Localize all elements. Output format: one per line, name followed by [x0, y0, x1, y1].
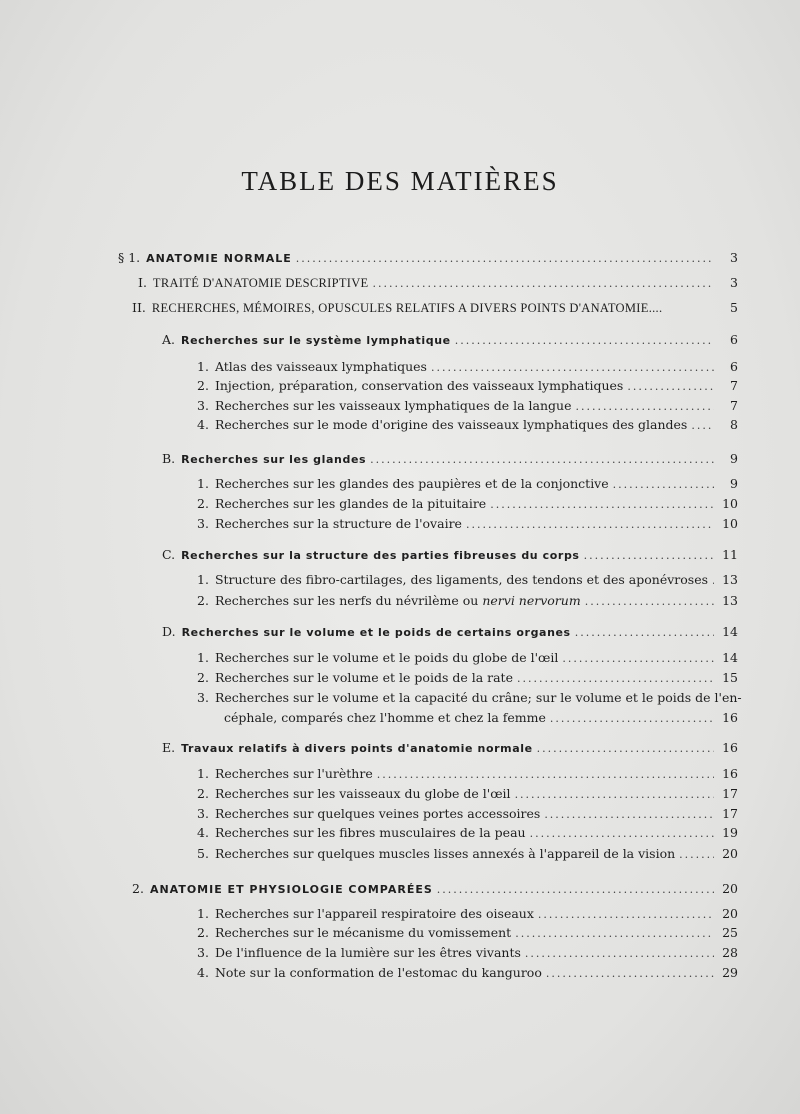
dot-leader — [576, 399, 715, 415]
entry-page: 7 — [730, 378, 738, 393]
dot-leader — [544, 807, 714, 823]
dot-leader — [550, 711, 714, 727]
entry-page: 9 — [730, 451, 738, 466]
toc-entry-continuation[interactable] — [224, 710, 738, 727]
entry-page: 6 — [730, 332, 738, 347]
entry-page: 3 — [730, 275, 738, 290]
toc-entry[interactable] — [138, 275, 738, 292]
dot-leader — [525, 946, 714, 962]
entry-title: Recherches sur les glandes — [181, 453, 367, 466]
entry-page: 25 — [722, 925, 738, 940]
entry-title: Injection, préparation, conservation des vaisseaux lymphatiques — [214, 378, 624, 393]
toc-entry[interactable] — [162, 332, 738, 349]
entry-title: Recherches sur la structure de l'ovaire — [214, 516, 462, 531]
entry-number: A. — [162, 332, 176, 347]
entry-number: 4. — [197, 825, 209, 840]
entry-page: 14 — [722, 650, 738, 665]
entry-page: 17 — [722, 786, 738, 801]
entry-page: 13 — [722, 593, 738, 608]
entry-title: Recherches sur le volume et le poids de la rate — [214, 670, 513, 685]
toc-entry[interactable] — [197, 925, 738, 942]
dot-leader — [537, 741, 714, 757]
dot-leader — [517, 671, 714, 687]
entry-title: De l'influence de la lumière sur les êtres vivants — [214, 945, 521, 960]
entry-title: TRAITÉ D'ANATOMIE DESCRIPTIVE — [152, 276, 369, 290]
entry-page: 16 — [722, 766, 738, 781]
page-title: TABLE DES MATIÈRES — [241, 166, 559, 196]
entry-page: 19 — [722, 825, 738, 840]
entry-title: Recherches sur les glandes des paupières et de la conjonctive — [214, 476, 609, 491]
dot-leader — [627, 379, 714, 395]
toc-entry[interactable] — [197, 846, 738, 863]
toc-entry[interactable] — [197, 572, 738, 589]
entry-page: 3 — [730, 250, 738, 265]
dot-leader — [466, 517, 714, 533]
entry-title: Recherches sur l'appareil respiratoire des oiseaux — [214, 906, 534, 921]
dot-leader — [490, 497, 714, 513]
entry-title: Recherches sur le volume et la capacité du crâne; sur le volume et le poids de l'en- — [214, 690, 742, 705]
toc-entry[interactable] — [197, 398, 738, 415]
entry-number: 1. — [197, 766, 209, 781]
entry-number: 2. — [132, 881, 144, 896]
toc-entry[interactable] — [197, 670, 738, 687]
toc-entry[interactable] — [197, 965, 738, 982]
entry-page: 14 — [722, 624, 738, 639]
entry-page: 20 — [722, 846, 738, 861]
entry-title: ANATOMIE ET PHYSIOLOGIE COMPARÉES — [149, 883, 433, 896]
toc-entry[interactable] — [197, 945, 738, 962]
entry-title: Recherches sur le mécanisme du vomissement — [214, 925, 512, 940]
dot-leader — [373, 276, 715, 292]
dot-leader — [691, 418, 714, 434]
toc-entry[interactable] — [197, 690, 742, 706]
toc-entry[interactable] — [197, 476, 738, 493]
entry-title-italic: nervi nervorum — [482, 593, 581, 608]
entry-number: 3. — [197, 690, 209, 705]
entry-title: Recherches sur les vaisseaux lymphatiques de la langue — [214, 398, 572, 413]
toc-entry[interactable] — [197, 650, 738, 667]
entry-page: 9 — [730, 476, 738, 491]
entry-page: 10 — [722, 496, 738, 511]
entry-title: Recherches sur les nerfs du névrilème ou — [214, 593, 479, 608]
entry-title: Recherches sur le volume et le poids de certains organes — [181, 626, 571, 639]
entry-number: 5. — [197, 846, 209, 861]
entry-title: Recherches sur le volume et le poids du globe de l'œil — [214, 650, 559, 665]
toc-entry[interactable] — [197, 496, 738, 513]
entry-title: Note sur la conformation de l'estomac du kanguroo — [214, 965, 542, 980]
entry-page: 13 — [722, 572, 738, 587]
dot-leader — [575, 625, 714, 641]
entry-number: 4. — [197, 417, 209, 432]
toc-entry[interactable] — [162, 624, 738, 641]
toc-entry[interactable] — [197, 825, 738, 842]
entry-page: 6 — [730, 359, 738, 374]
entry-title: Travaux relatifs à divers points d'anatomie normale — [181, 742, 533, 755]
entry-number: 3. — [197, 806, 209, 821]
toc-entry[interactable] — [197, 417, 738, 434]
entry-number: 1. — [197, 906, 209, 921]
entry-number: 2. — [197, 378, 209, 393]
dot-leader — [584, 548, 714, 564]
entry-number: I. — [138, 275, 147, 290]
entry-title: RECHERCHES, MÉMOIRES, OPUSCULES RELATIFS A DIVERS POINTS D'ANATOMIE.... — [151, 301, 663, 315]
entry-number: II. — [132, 300, 146, 315]
entry-number: E. — [162, 740, 176, 755]
dot-leader — [515, 926, 714, 942]
entry-page: 16 — [722, 740, 738, 755]
toc-entry[interactable] — [162, 451, 738, 468]
dot-leader — [562, 651, 714, 667]
entry-number: C. — [162, 547, 176, 562]
toc-entry[interactable] — [197, 766, 738, 783]
toc-entry[interactable] — [197, 593, 738, 610]
entry-page: 29 — [722, 965, 738, 980]
dot-leader — [679, 847, 714, 863]
entry-number: 3. — [197, 398, 209, 413]
entry-page: 15 — [722, 670, 738, 685]
entry-page: 11 — [722, 547, 738, 562]
entry-title: Structure des fibro-cartilages, des ligaments, des tendons et des aponévroses — [214, 572, 709, 587]
toc-entry[interactable] — [132, 881, 738, 898]
entry-page: 7 — [730, 398, 738, 413]
dot-leader — [515, 787, 714, 803]
entry-number: 2. — [197, 496, 209, 511]
toc-entry[interactable] — [197, 378, 738, 395]
dot-leader — [431, 360, 714, 376]
entry-title: Recherches sur les fibres musculaires de la peau — [214, 825, 526, 840]
entry-number: 1. — [197, 572, 209, 587]
entry-title: Recherches sur quelques veines portes accessoires — [214, 806, 541, 821]
entry-page: 16 — [722, 710, 738, 725]
entry-title-continuation: céphale, comparés chez l'homme et chez la femme — [224, 710, 546, 725]
entry-title: Recherches sur le mode d'origine des vaisseaux lymphatiques des glandes — [214, 417, 688, 432]
toc-entry[interactable] — [162, 740, 738, 757]
entry-page: 20 — [722, 906, 738, 921]
dot-leader — [530, 826, 714, 842]
toc-entry[interactable] — [197, 786, 738, 803]
entry-number: 3. — [197, 945, 209, 960]
toc-entry[interactable] — [132, 300, 738, 317]
dot-leader — [377, 767, 714, 783]
entry-page: 28 — [722, 945, 738, 960]
entry-title: Recherches sur l'urèthre — [214, 766, 373, 781]
entry-title: Recherches sur la structure des parties fibreuses du corps — [181, 549, 580, 562]
entry-title: Recherches sur les glandes de la pituitaire — [214, 496, 487, 511]
entry-number: 2. — [197, 786, 209, 801]
entry-number: 1. — [197, 650, 209, 665]
entry-number: D. — [162, 624, 176, 639]
dot-leader — [455, 333, 714, 349]
toc-entry[interactable] — [162, 547, 738, 564]
toc-entry[interactable] — [197, 806, 738, 823]
entry-page: 17 — [722, 806, 738, 821]
entry-number: 1. — [197, 476, 209, 491]
entry-number: § 1. — [118, 250, 141, 265]
toc-entry[interactable] — [197, 906, 738, 923]
entry-title: Recherches sur les vaisseaux du globe de l'œil — [214, 786, 511, 801]
dot-leader — [370, 452, 714, 468]
entry-page: 8 — [730, 417, 738, 432]
dot-leader — [296, 251, 714, 267]
entry-number: 2. — [197, 593, 209, 608]
dot-leader — [546, 966, 714, 982]
entry-number: 4. — [197, 965, 209, 980]
entry-number: 2. — [197, 925, 209, 940]
entry-title: Atlas des vaisseaux lymphatiques — [214, 359, 427, 374]
entry-title: ANATOMIE NORMALE — [146, 252, 292, 265]
entry-page: 10 — [722, 516, 738, 531]
entry-page: 20 — [722, 881, 738, 896]
dot-leader — [712, 573, 714, 589]
entry-number: B. — [162, 451, 176, 466]
entry-title: Recherches sur le système lymphatique — [181, 334, 451, 347]
toc-entry[interactable] — [197, 516, 738, 533]
entry-title: Recherches sur quelques muscles lisses annexés à l'appareil de la vision — [214, 846, 676, 861]
toc-entry[interactable] — [197, 359, 738, 376]
dot-leader — [437, 882, 714, 898]
dot-leader — [613, 477, 714, 493]
entry-page: 5 — [730, 300, 738, 315]
entry-number: 1. — [197, 359, 209, 374]
entry-number: 2. — [197, 670, 209, 685]
dot-leader — [538, 907, 714, 923]
entry-number: 3. — [197, 516, 209, 531]
dot-leader — [585, 594, 714, 610]
toc-entry[interactable] — [118, 250, 738, 267]
